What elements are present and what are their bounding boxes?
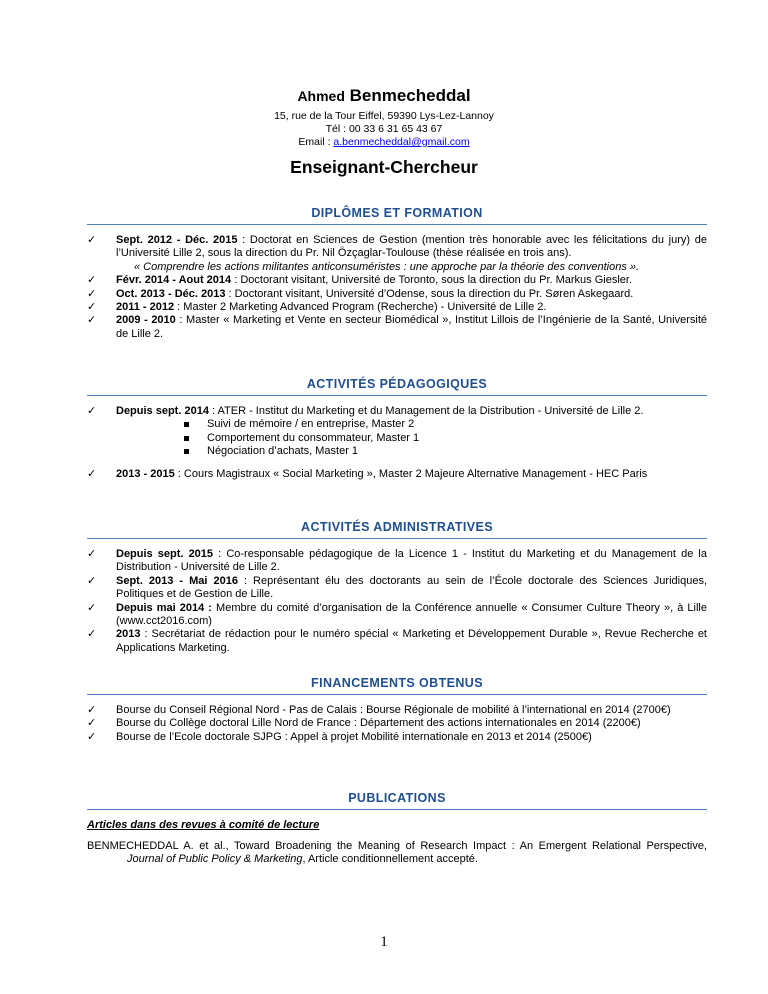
section-financements: [87, 676, 707, 744]
square-bullet-icon: [184, 436, 189, 441]
list-item: [87, 301, 707, 314]
list-item: [87, 274, 707, 287]
phone: Tél : 00 33 6 31 65 43 67: [325, 123, 443, 135]
list-item: [87, 288, 707, 301]
item-text: Bourse de l’Ecole doctorale SJPG : Appel à projet Mobilité internationale en 2013 et 2014 (2500€): [116, 730, 592, 743]
thesis-title: « Comprendre les actions militantes anticonsuméristes : une approche par la théorie des conventions ».: [134, 260, 640, 273]
diplomes-list: [87, 234, 707, 341]
course-label: Négociation d’achats, Master 1: [207, 445, 359, 458]
item-date: Depuis mai 2014 :: [116, 601, 212, 614]
publication-journal: Journal of Public Policy & Marketing: [127, 853, 303, 866]
list-item: [87, 234, 707, 274]
job-title: Enseignant-Chercheur: [290, 157, 478, 177]
item-text: Bourse du Collège doctoral Lille Nord de France : Département des actions internationales en 2014 (2200€): [116, 717, 641, 730]
publication-status: , Article conditionnellement accepté.: [302, 853, 478, 866]
item-text: : Cours Magistraux « Social Marketing », Master 2 Majeure Alternative Management - HEC Paris: [174, 467, 648, 480]
item-date: 2011 - 2012: [116, 301, 175, 314]
check-icon: ✓: [87, 467, 97, 480]
last-name: Benmecheddal: [349, 86, 471, 105]
list-item: [87, 717, 707, 730]
item-text: : Doctorant visitant, Université d’Odense, sous la direction du Pr. Søren Askegaard.: [225, 287, 634, 300]
check-icon: ✓: [87, 704, 97, 716]
course-list: [87, 418, 707, 458]
item-date: Sept. 2012 - Déc. 2015: [116, 234, 238, 246]
course-item: [87, 418, 707, 431]
section-heading: ACTIVITÉS ADMINISTRATIVES: [87, 520, 707, 539]
first-name: Ahmed: [297, 88, 345, 104]
page-number: 1: [380, 934, 388, 950]
check-icon: ✓: [87, 405, 97, 417]
item-text: : Co-responsable pédagogique de la Licence 1 - Institut du Marketing et du Management de la Distribution - Université de Lille 2.: [116, 548, 707, 574]
check-icon: ✓: [87, 234, 97, 246]
item-date: 2013 - 2015: [116, 467, 175, 480]
item-text: : Master 2 Marketing Advanced Program (Recherche) - Université de Lille 2.: [174, 301, 547, 314]
check-icon: ✓: [87, 287, 97, 300]
item-date: Sept. 2013 - Mai 2016: [116, 574, 238, 587]
item-text: : Master « Marketing et Vente en secteur Biomédical », Institut Lillois de l’Ingénierie de la Santé, Université de Lille 2.: [116, 314, 707, 340]
item-text: : ATER - Institut du Marketing et du Management de la Distribution - Université de Lille 2.: [208, 405, 644, 417]
list-item: [87, 405, 707, 418]
item-text: : Secrétariat de rédaction pour le numéro spécial « Marketing et Développement Durable », Revue Recherche et Applications Marketing.: [116, 628, 707, 654]
list-item: [87, 628, 707, 655]
email-line: [0, 136, 768, 149]
check-icon: ✓: [87, 717, 97, 730]
email-label: Email :: [298, 136, 331, 148]
list-item: [87, 468, 707, 481]
item-date: Févr. 2014 - Aout 2014: [116, 274, 232, 287]
item-text: Membre du comité d’organisation de la Conférence annuelle « Consumer Culture Theory », à Lille (www.cct2016.com): [116, 601, 707, 628]
section-heading: FINANCEMENTS OBTENUS: [87, 676, 707, 695]
email-link[interactable]: a.benmecheddal@gmail.com: [333, 136, 470, 148]
check-icon: ✓: [87, 628, 97, 641]
item-date: 2009 - 2010: [116, 314, 176, 327]
section-pedagogiques: [87, 377, 707, 481]
square-bullet-icon: [184, 422, 189, 427]
list-item: [87, 575, 707, 602]
contact-block: [0, 110, 768, 149]
item-text: Bourse du Conseil Régional Nord - Pas de Calais : Bourse Régionale de mobilité à l’international en 2014 (2700€): [116, 704, 671, 716]
section-heading: DIPLÔMES ET FORMATION: [87, 206, 707, 225]
list-item: [87, 731, 707, 744]
square-bullet-icon: [184, 449, 189, 454]
check-icon: ✓: [87, 301, 97, 314]
section-heading: ACTIVITÉS PÉDAGOGIQUES: [87, 377, 707, 396]
item-text: : Représentant élu des doctorants au sein de l’École doctorale des Sciences Juridiques, Politiques et de Gestion de Lille.: [116, 574, 707, 601]
check-icon: ✓: [87, 314, 97, 327]
check-icon: ✓: [87, 730, 97, 743]
check-icon: ✓: [87, 574, 97, 587]
item-date: Depuis sept. 2015: [116, 548, 214, 560]
item-date: Depuis sept. 2014: [116, 405, 209, 417]
list-item: [87, 704, 707, 717]
check-icon: ✓: [87, 548, 97, 560]
publication-entry: [87, 840, 707, 867]
list-item: [87, 314, 707, 341]
course-label: Comportement du consommateur, Master 1: [207, 431, 420, 444]
full-name: [0, 86, 768, 106]
list-item: [87, 548, 707, 575]
check-icon: ✓: [87, 274, 97, 287]
course-item: [87, 445, 707, 458]
pedago-list-2: [87, 468, 707, 481]
item-date: 2013: [116, 628, 141, 641]
section-publications: [87, 791, 707, 867]
address: 15, rue de la Tour Eiffel, 59390 Lys-Lez-Lannoy: [274, 110, 494, 122]
cv-header: [0, 86, 768, 149]
item-text: : Doctorant visitant, Université de Toronto, sous la direction du Pr. Markus Giesler.: [231, 274, 633, 287]
item-date: Oct. 2013 - Déc. 2013: [116, 287, 226, 300]
check-icon: ✓: [87, 601, 97, 614]
course-label: Suivi de mémoire / en entreprise, Master 2: [207, 418, 415, 431]
publication-authors: BENMECHEDDAL A. et al., Toward Broadening the Meaning of Research Impact : An Emergent Relational Perspective,: [87, 840, 707, 852]
section-heading: PUBLICATIONS: [87, 791, 707, 810]
section-diplomes: [87, 206, 707, 341]
item-text: : Doctorat en Sciences de Gestion (mention très honorable avec les félicitations du jury) de l’Université Lille 2, sous la direction du Pr. Nil Özçaglar-Toulouse (thèse réalisée en trois ans).: [116, 234, 707, 260]
pedago-list: [87, 405, 707, 418]
admin-list: [87, 548, 707, 655]
course-item: [87, 432, 707, 445]
section-administratives: [87, 520, 707, 655]
publications-subheading: Articles dans des revues à comité de lecture: [87, 819, 320, 831]
finance-list: [87, 704, 707, 744]
list-item: [87, 602, 707, 629]
